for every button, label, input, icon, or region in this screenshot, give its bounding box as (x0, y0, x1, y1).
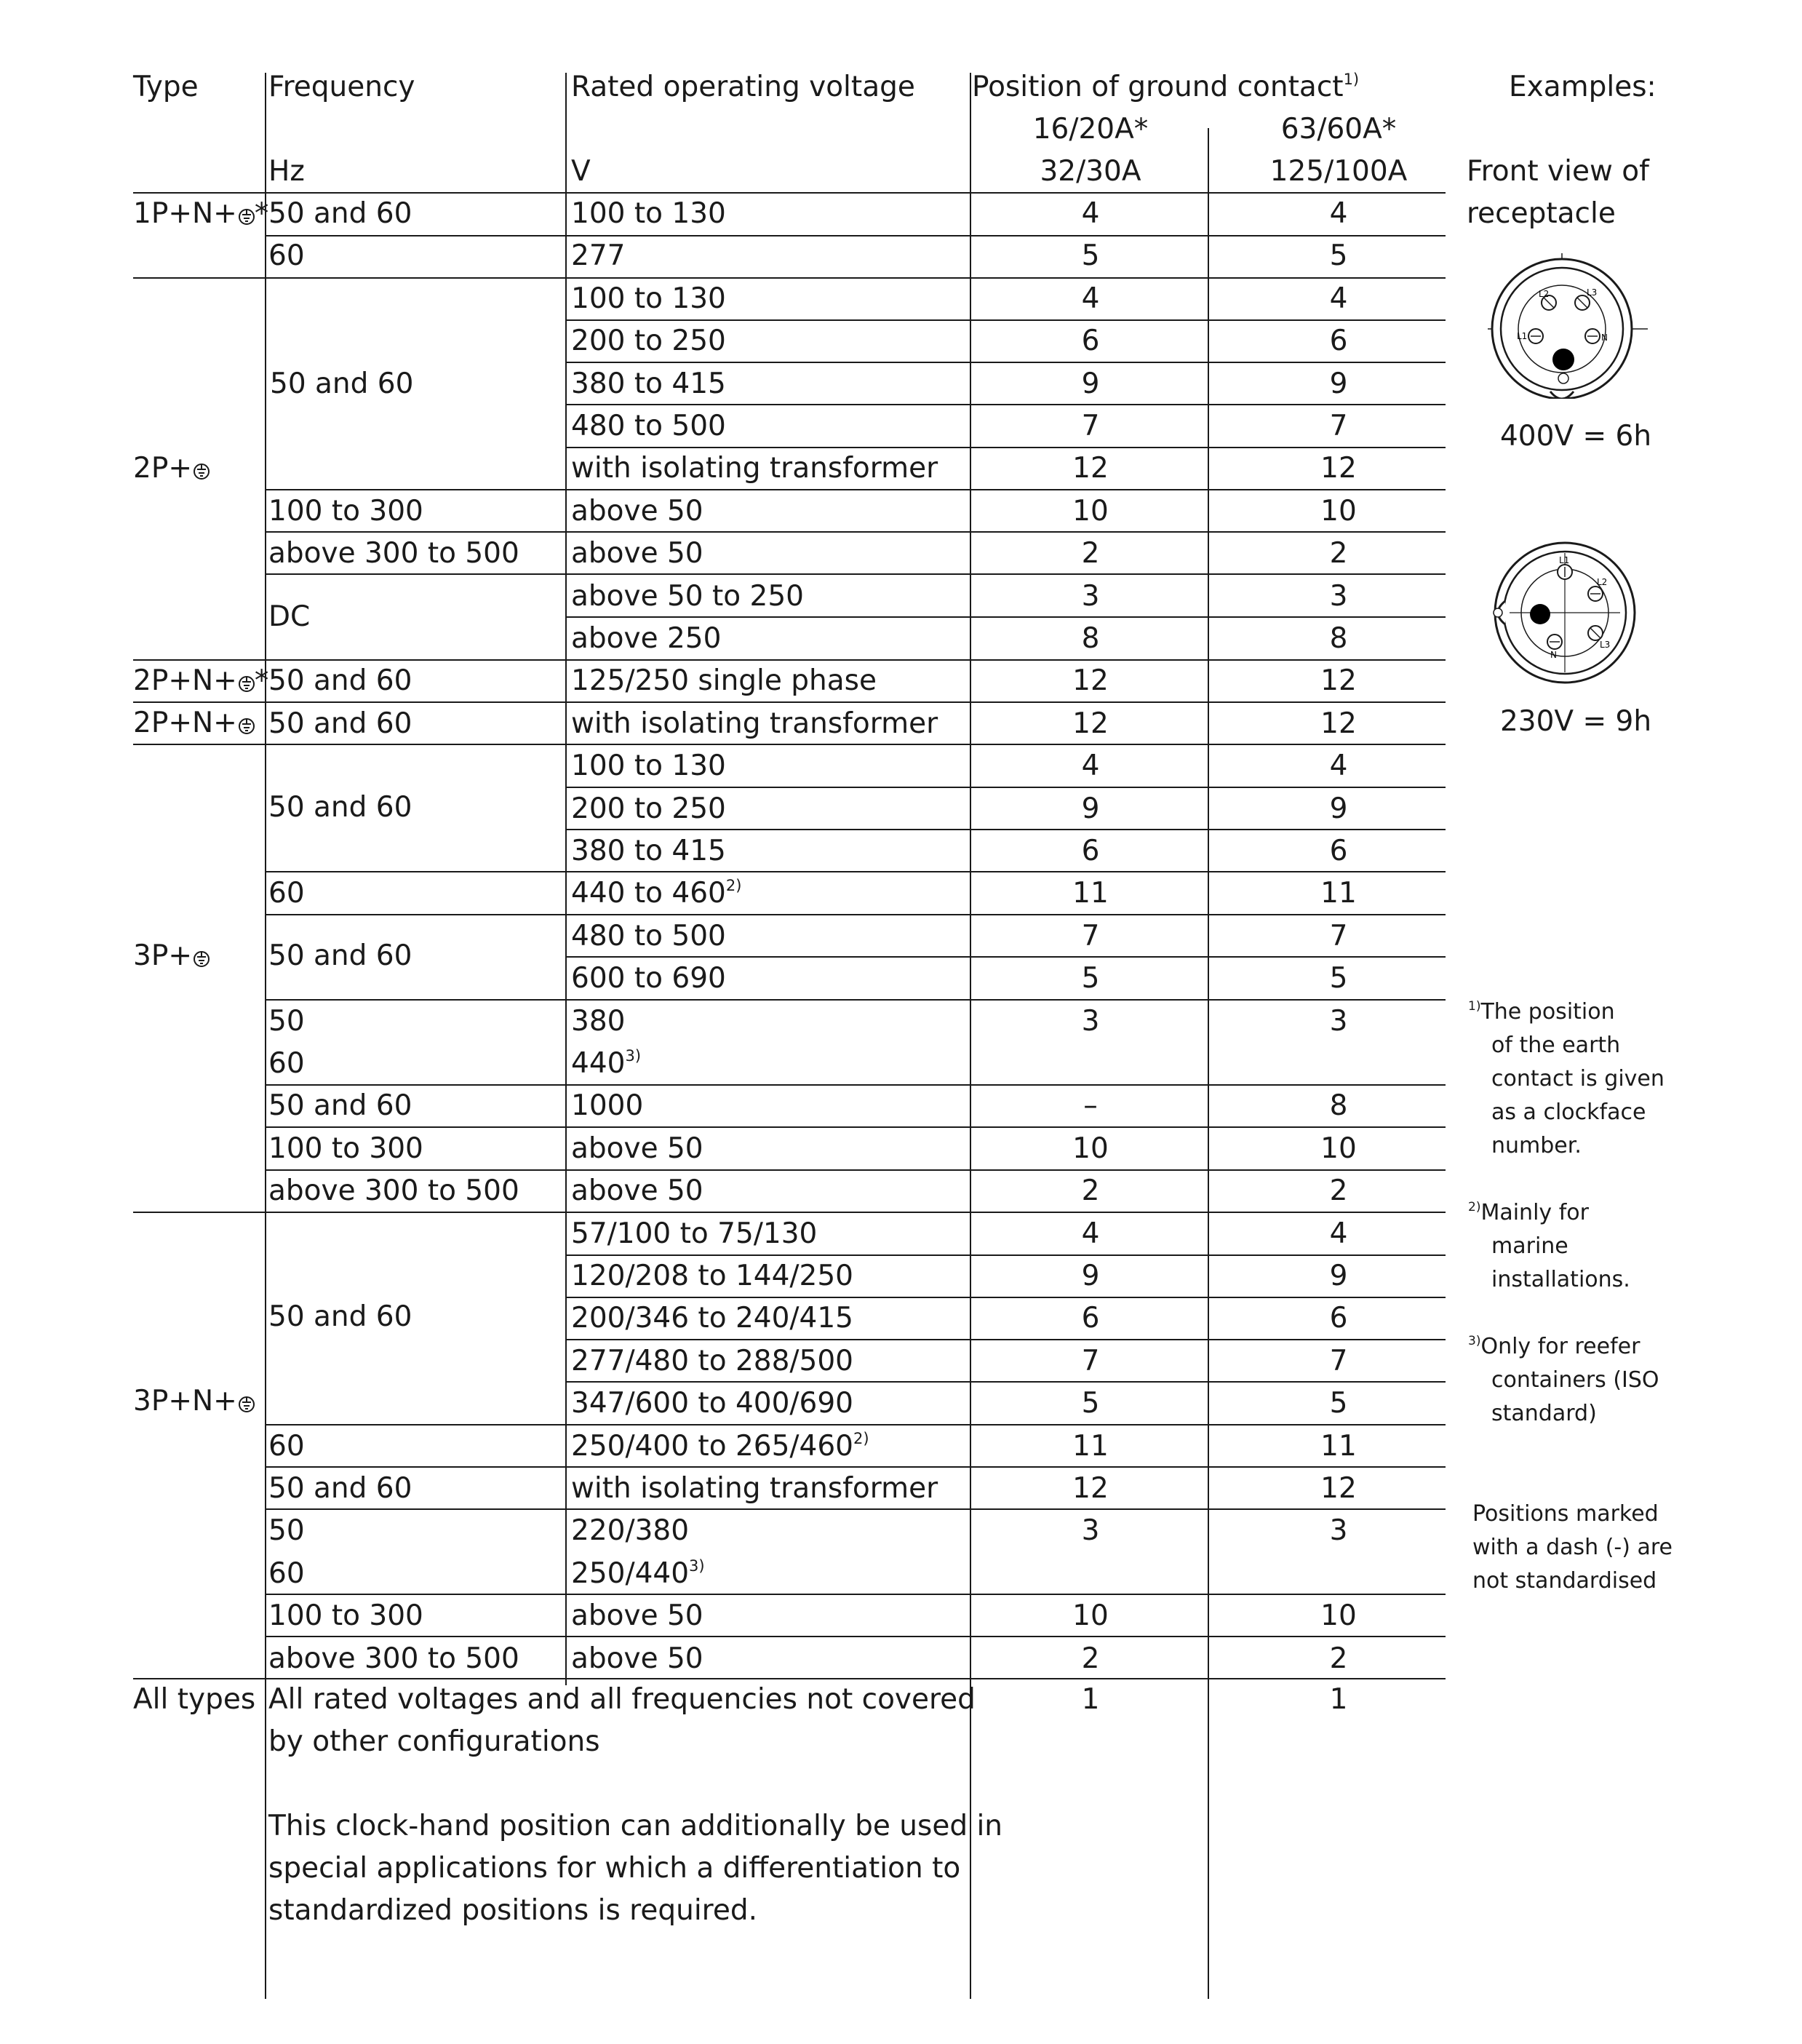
row-position-col1: 10 (1072, 495, 1109, 528)
row-position-col2: 12 (1320, 452, 1357, 485)
all-types-text: by other configurations (268, 1725, 600, 1758)
row-position-col2: 7 (1329, 1345, 1348, 1377)
row-position-col1: 6 (1081, 835, 1100, 867)
diagram-pin-label: N (1601, 333, 1608, 343)
row-voltage: with isolating transformer (571, 1472, 938, 1505)
row-position-col1: 8 (1081, 622, 1100, 655)
voltage-footnote-mark: 2) (725, 877, 742, 894)
row-voltage: above 50 (571, 1174, 703, 1207)
row-frequency: 60 (268, 239, 305, 272)
row-voltage: 380 to 415 (571, 367, 726, 400)
diagram-pin-label: L3 (1587, 287, 1598, 298)
grid-hline (265, 489, 1446, 490)
voltage-footnote-mark: 2) (853, 1430, 869, 1447)
footnote-3-line: containers (ISO (1491, 1367, 1659, 1393)
row-voltage: 277 (571, 239, 626, 272)
row-frequency: 60 (268, 877, 305, 910)
row-position-col1: 6 (1081, 325, 1100, 357)
row-position-col1: 4 (1081, 282, 1100, 315)
row-position-col2: 8 (1329, 1089, 1348, 1122)
row-position-col2: 5 (1329, 239, 1348, 272)
row-position-col2: 6 (1329, 835, 1348, 867)
row-frequency: 50 (268, 1005, 305, 1038)
row-voltage: 200 to 250 (571, 325, 726, 357)
row-voltage: with isolating transformer (571, 452, 938, 485)
header-position-footnote: 1) (1343, 71, 1360, 88)
row-position-col1: 7 (1081, 1345, 1100, 1377)
row-position-col1: 7 (1081, 920, 1100, 953)
grid-hline (265, 1424, 1446, 1425)
row-position-col2: 4 (1329, 197, 1348, 230)
all-types-text: standardized positions is required. (268, 1894, 757, 1927)
row-frequency: 100 to 300 (268, 495, 423, 528)
row-position-col2: 3 (1329, 1514, 1348, 1547)
row-position-col2: 7 (1329, 410, 1348, 442)
grid-vline-voltage (565, 73, 567, 1685)
row-position-col2: 10 (1320, 1132, 1357, 1165)
row-frequency: 50 and 60 (268, 1472, 412, 1505)
row-position-col1: 5 (1081, 239, 1100, 272)
header-col2-top: 63/60A* (1280, 113, 1397, 146)
row-voltage: 100 to 130 (571, 282, 726, 315)
ground-icon (239, 209, 255, 225)
row-voltage: above 50 (571, 1599, 703, 1632)
row-frequency: 60 (268, 1557, 305, 1590)
row-position-col2: 2 (1329, 1174, 1348, 1207)
row-position-col2: 9 (1329, 792, 1348, 825)
row-voltage: 480 to 500 (571, 920, 726, 953)
header-voltage-unit: V (571, 155, 591, 188)
row-voltage: 380 (571, 1005, 626, 1038)
header-position: Position of ground contact$^{1)}$ (972, 71, 1360, 103)
grid-hline (133, 1212, 1446, 1213)
row-position-col1: 9 (1081, 792, 1100, 825)
row-position-col2: 4 (1329, 749, 1348, 782)
row-position-col1: 2 (1081, 1174, 1100, 1207)
row-position-col2: 10 (1320, 1599, 1357, 1632)
row-position-col1: 2 (1081, 1642, 1100, 1675)
row-position-col2: 2 (1329, 1642, 1348, 1675)
row-position-col1: 12 (1072, 664, 1109, 697)
ground-icon (194, 464, 210, 480)
note-dash: with a dash (-) are (1472, 1535, 1673, 1560)
grid-hline (565, 787, 1446, 788)
row-position-col2: 3 (1329, 1005, 1348, 1038)
row-voltage: 250/400 to 265/460$^{2)}$ (571, 1430, 869, 1463)
row-voltage: 120/208 to 144/250 (571, 1260, 853, 1292)
grid-hline (265, 914, 1446, 915)
row-position-col2: 7 (1329, 920, 1348, 953)
row-position-col2: 5 (1329, 962, 1348, 995)
row-position-col1: 11 (1072, 1430, 1109, 1463)
row-voltage: above 50 (571, 1132, 703, 1165)
footnote-2-line: marine (1491, 1233, 1568, 1259)
frequency-merged-cell: 50 and 60 (270, 367, 414, 400)
row-position-col1: 2 (1081, 537, 1100, 570)
grid-hline (265, 1126, 1446, 1128)
header-col1-top: 16/20A* (1032, 113, 1149, 146)
row-frequency: 50 (268, 1514, 305, 1547)
grid-vline-frequency (265, 73, 266, 1999)
all-types-text: All rated voltages and all frequencies not covered (268, 1683, 976, 1716)
row-frequency: 50 and 60 (268, 197, 412, 230)
row-voltage: 100 to 130 (571, 197, 726, 230)
row-position-col1: – (1083, 1089, 1098, 1122)
note-dash: not standardised (1472, 1568, 1657, 1594)
row-position-col1: 11 (1072, 877, 1109, 910)
row-voltage: above 250 (571, 622, 722, 655)
row-voltage: above 50 (571, 537, 703, 570)
header-col1-bottom: 32/30A (1040, 155, 1141, 188)
grid-hline (565, 1339, 1446, 1340)
row-position-col1: 10 (1072, 1132, 1109, 1165)
row-voltage: above 50 to 250 (571, 580, 804, 613)
voltage-footnote-mark: 3) (689, 1557, 705, 1575)
footnote-3-line: standard) (1491, 1401, 1597, 1426)
row-position-col2: 2 (1329, 537, 1348, 570)
row-position-col2: 12 (1320, 707, 1357, 740)
row-frequency: 60 (268, 1047, 305, 1080)
row-voltage: 440$^{3)}$ (571, 1047, 642, 1080)
type-3p-pe: 3P+ (133, 936, 210, 977)
type-1p-n-pe: 1P+N+ * (133, 197, 269, 230)
row-position-col2: 10 (1320, 495, 1357, 528)
row-position-col2: 12 (1320, 664, 1357, 697)
footnote-1: $^{1)}$The position (1468, 999, 1615, 1025)
type-2p-n-pe: 2P+N+ (133, 703, 255, 744)
row-position-col2: 4 (1329, 282, 1348, 315)
header-frequency: Frequency (268, 71, 415, 103)
header-frequency-unit: Hz (268, 155, 305, 188)
ground-icon (239, 1396, 255, 1412)
row-frequency: 50 and 60 (268, 707, 412, 740)
row-position-col1: 3 (1081, 580, 1100, 613)
row-frequency: above 300 to 500 (268, 1642, 519, 1675)
row-position-col2: 6 (1329, 1302, 1348, 1335)
footnote-2: $^{2)}$Mainly for (1468, 1200, 1589, 1225)
frequency-merged-cell: 50 and 60 (268, 791, 412, 824)
example1-caption: 400V = 6h (1499, 420, 1652, 453)
row-position-col2: 12 (1320, 1472, 1357, 1505)
type-3p-n-pe: 3P+N+ (133, 1381, 255, 1422)
receptacle-diagram-230v-icon (1488, 538, 1648, 691)
row-position-col1: 10 (1072, 1599, 1109, 1632)
ground-icon (239, 718, 255, 734)
diagram-pin-label: L2 (1597, 577, 1608, 587)
row-position-col1: 3 (1081, 1514, 1100, 1547)
row-position-col2: 8 (1329, 622, 1348, 655)
row-voltage: 100 to 130 (571, 749, 726, 782)
row-position-col1: 7 (1081, 410, 1100, 442)
header-col2-bottom: 125/100A (1269, 155, 1408, 188)
type-2p-n-pe-star: 2P+N+ * (133, 664, 269, 697)
row-frequency: above 300 to 500 (268, 537, 519, 570)
row-position-col1: 5 (1081, 1387, 1100, 1420)
row-voltage: 277/480 to 288/500 (571, 1345, 853, 1377)
frequency-merged-cell: 50 and 60 (268, 1300, 412, 1333)
row-voltage: 200/346 to 240/415 (571, 1302, 853, 1335)
diagram-pin-label: L1 (1517, 331, 1528, 341)
type-all-types: All types (133, 1683, 256, 1716)
row-voltage: 200 to 250 (571, 792, 726, 825)
front-view-label: receptacle (1467, 197, 1616, 230)
grid-hline (133, 701, 1446, 703)
example2-caption: 230V = 9h (1499, 705, 1652, 738)
row-position-col1: 5 (1081, 962, 1100, 995)
ground-icon (239, 676, 255, 692)
note-dash: Positions marked (1472, 1501, 1659, 1527)
row-position-col2: 4 (1329, 1217, 1348, 1250)
footnote-1-line: as a clockface (1491, 1099, 1646, 1125)
header-voltage: Rated operating voltage (571, 71, 915, 103)
type-2p-pe: 2P+ (133, 448, 210, 489)
frequency-merged-cell: 50 and 60 (268, 939, 412, 972)
row-frequency: 50 and 60 (268, 1089, 412, 1122)
front-view-label: Front view of (1467, 155, 1649, 188)
grid-hline (265, 999, 1446, 1001)
diagram-pin-label: L1 (1559, 555, 1570, 565)
diagram-pin-label: L2 (1539, 289, 1550, 299)
row-frequency: 60 (268, 1430, 305, 1463)
diagram-pin-label: N (1550, 650, 1557, 660)
footnote-1-line: number. (1491, 1133, 1582, 1158)
row-voltage: above 50 (571, 495, 703, 528)
row-frequency: 100 to 300 (268, 1132, 423, 1165)
footnote-1-line: contact is given (1491, 1066, 1665, 1091)
all-types-position-col2: 1 (1329, 1683, 1348, 1716)
row-position-col1: 4 (1081, 749, 1100, 782)
row-position-col1: 9 (1081, 1260, 1100, 1292)
row-position-col1: 12 (1072, 1472, 1109, 1505)
all-types-text: This clock-hand position can additionally be used in (268, 1810, 1003, 1842)
row-voltage: with isolating transformer (571, 707, 938, 740)
row-position-col2: 11 (1320, 1430, 1357, 1463)
row-position-col1: 9 (1081, 367, 1100, 400)
header-examples: Examples: (1509, 71, 1657, 103)
row-position-col1: 4 (1081, 1217, 1100, 1250)
row-voltage: 480 to 500 (571, 410, 726, 442)
grid-hline (565, 362, 1446, 363)
footnote-1-line: of the earth (1491, 1033, 1621, 1058)
row-voltage: 347/600 to 400/690 (571, 1387, 853, 1420)
diagram-pin-label: L3 (1600, 640, 1611, 650)
grid-hline (265, 1594, 1446, 1595)
row-frequency: 50 and 60 (268, 664, 412, 697)
row-position-col2: 9 (1329, 1260, 1348, 1292)
voltage-footnote-mark: 3) (625, 1047, 642, 1065)
row-voltage: 57/100 to 75/130 (571, 1217, 818, 1250)
row-voltage: 600 to 690 (571, 962, 726, 995)
row-position-col1: 4 (1081, 197, 1100, 230)
row-voltage: 125/250 single phase (571, 664, 877, 697)
row-position-col1: 12 (1072, 707, 1109, 740)
row-position-col2: 3 (1329, 580, 1348, 613)
row-voltage: 1000 (571, 1089, 644, 1122)
row-position-col2: 11 (1320, 877, 1357, 910)
row-position-col1: 12 (1072, 452, 1109, 485)
receptacle-diagram-400v-icon (1488, 253, 1648, 399)
footnote-2-line: installations. (1491, 1267, 1630, 1292)
footnote-3: $^{3)}$Only for reefer (1468, 1334, 1640, 1359)
row-position-col2: 6 (1329, 325, 1348, 357)
all-types-position-col1: 1 (1081, 1683, 1100, 1716)
row-voltage: 220/380 (571, 1514, 690, 1547)
row-position-col1: 6 (1081, 1302, 1100, 1335)
row-voltage: 380 to 415 (571, 835, 726, 867)
row-voltage: 440 to 460$^{2)}$ (571, 877, 742, 910)
row-position-col2: 5 (1329, 1387, 1348, 1420)
row-position-col2: 9 (1329, 367, 1348, 400)
row-frequency: above 300 to 500 (268, 1174, 519, 1207)
frequency-merged-cell: DC (268, 600, 311, 633)
row-voltage: 250/440$^{3)}$ (571, 1557, 705, 1590)
ground-icon (194, 951, 210, 967)
row-frequency: 100 to 300 (268, 1599, 423, 1632)
row-voltage: above 50 (571, 1642, 703, 1675)
row-position-col1: 3 (1081, 1005, 1100, 1038)
all-types-text: special applications for which a differentiation to (268, 1852, 961, 1885)
header-type: Type (133, 71, 199, 103)
